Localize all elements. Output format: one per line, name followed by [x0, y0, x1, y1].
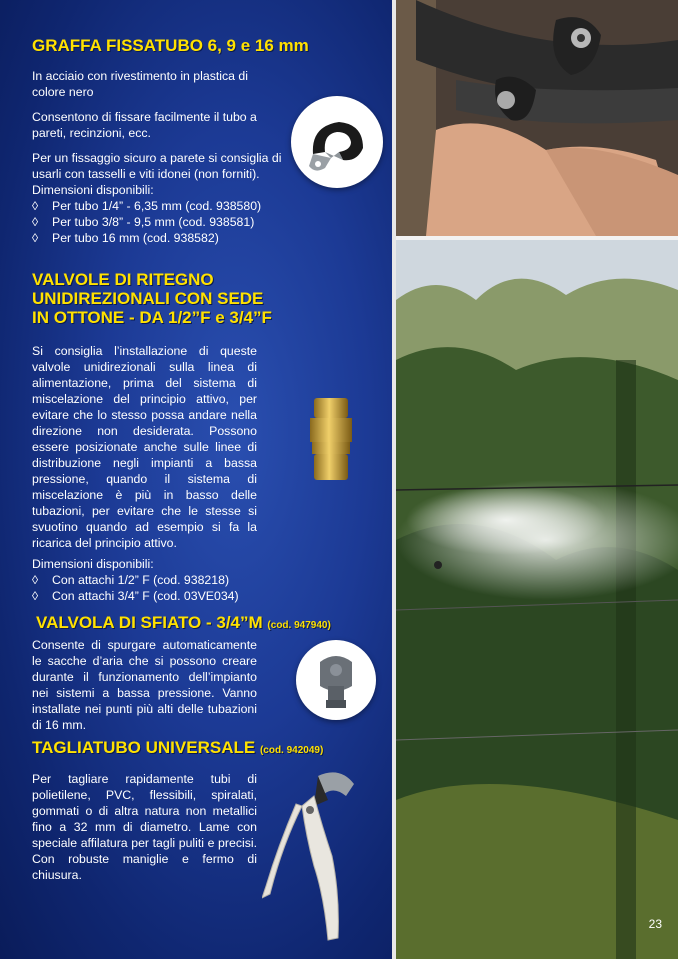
- sfiato-title-text: VALVOLA DI SFIATO - 3/4”M: [36, 613, 263, 632]
- sfiato-code: (cod. 947940): [267, 620, 331, 631]
- graffa-paragraph-1: In acciaio con rivestimento in plastica di colore nero: [32, 69, 248, 99]
- tagliatubo-title-text: TAGLIATUBO UNIVERSALE: [32, 738, 256, 757]
- list-item: ◊ Per tubo 1/4” - 6,35 mm (cod. 938580): [32, 198, 292, 214]
- page-number: 23: [648, 917, 662, 931]
- valvole-title-line-3: IN OTTONE - DA 1/2”F e 3/4”F: [32, 308, 272, 328]
- list-item: ◊ Per tubo 3/8” - 9,5 mm (cod. 938581): [32, 214, 292, 230]
- tagliatubo-product-image: [262, 766, 372, 944]
- list-item: ◊ Per tubo 16 mm (cod. 938582): [32, 230, 292, 246]
- tagliatubo-title: [32, 738, 323, 757]
- tagliatubo-paragraph: Per tagliare rapidamente tubi di polietilene, PVC, flessibili, spiralati, gommati o di altra natura non metallici fino a 32 mm di diametro. Lame con speciale affilatura per tagli puliti e precisi. Con robuste maniglie e fermo di chiusura.: [32, 772, 257, 882]
- valvole-paragraph: Si consiglia l’installazione di queste valvole unidirezionali sulla linea di alimentazione, prima del sistema di miscelazione del principio attivo, per evitare che lo stesso possa andare nella direzione non desiderata. Possono essere posizionate anche sulle linee di distribuzione negli impianti a bassa pressione, quando il sistema di miscelazione è più in basso delle tubazioni, per evitare che le stesse si svuotino quando ad esempio si fa la ricarica del principio attivo.: [32, 344, 257, 550]
- valvole-product-image: [306, 398, 356, 480]
- graffa-paragraph-2: Consentono di fissare facilmente il tubo a pareti, recinzioni, ecc.: [32, 110, 257, 140]
- graffa-product-image: [291, 96, 383, 188]
- photo-hose-clip: [396, 0, 678, 236]
- valvole-title-line-2: UNIDIREZIONALI CON SEDE: [32, 289, 264, 309]
- valvole-dims-label: Dimensioni disponibili:: [32, 557, 154, 571]
- photo-misting-garden: [396, 240, 678, 959]
- valvole-title-line-1: VALVOLE DI RITEGNO: [32, 270, 214, 289]
- list-item: ◊ Con attachi 1/2” F (cod. 938218): [32, 572, 292, 588]
- sfiato-paragraph: Consente di spurgare automaticamente le sacche d’aria che si possono creare durante il funzionamento dell’impianto nei sistemi a bassa pressione. Vanno installate nei punti più alti delle tubazioni di 16 mm.: [32, 638, 257, 732]
- graffa-title: GRAFFA FISSATUBO 6, 9 e 16 mm: [32, 36, 309, 55]
- list-item: ◊ Con attachi 3/4” F (cod. 03VE034): [32, 588, 292, 604]
- graffa-paragraph-3: Per un fissaggio sicuro a parete si consiglia di usarli con tasselli e viti idonei (non forniti).: [32, 151, 282, 181]
- sfiato-product-image: [296, 640, 376, 720]
- graffa-dims-list: [32, 198, 292, 246]
- graffa-dims-label: Dimensioni disponibili:: [32, 183, 154, 197]
- valvole-title: [32, 270, 272, 327]
- valvole-dims-list: [32, 572, 292, 604]
- sfiato-title: [36, 613, 331, 632]
- tagliatubo-code: (cod. 942049): [259, 745, 324, 756]
